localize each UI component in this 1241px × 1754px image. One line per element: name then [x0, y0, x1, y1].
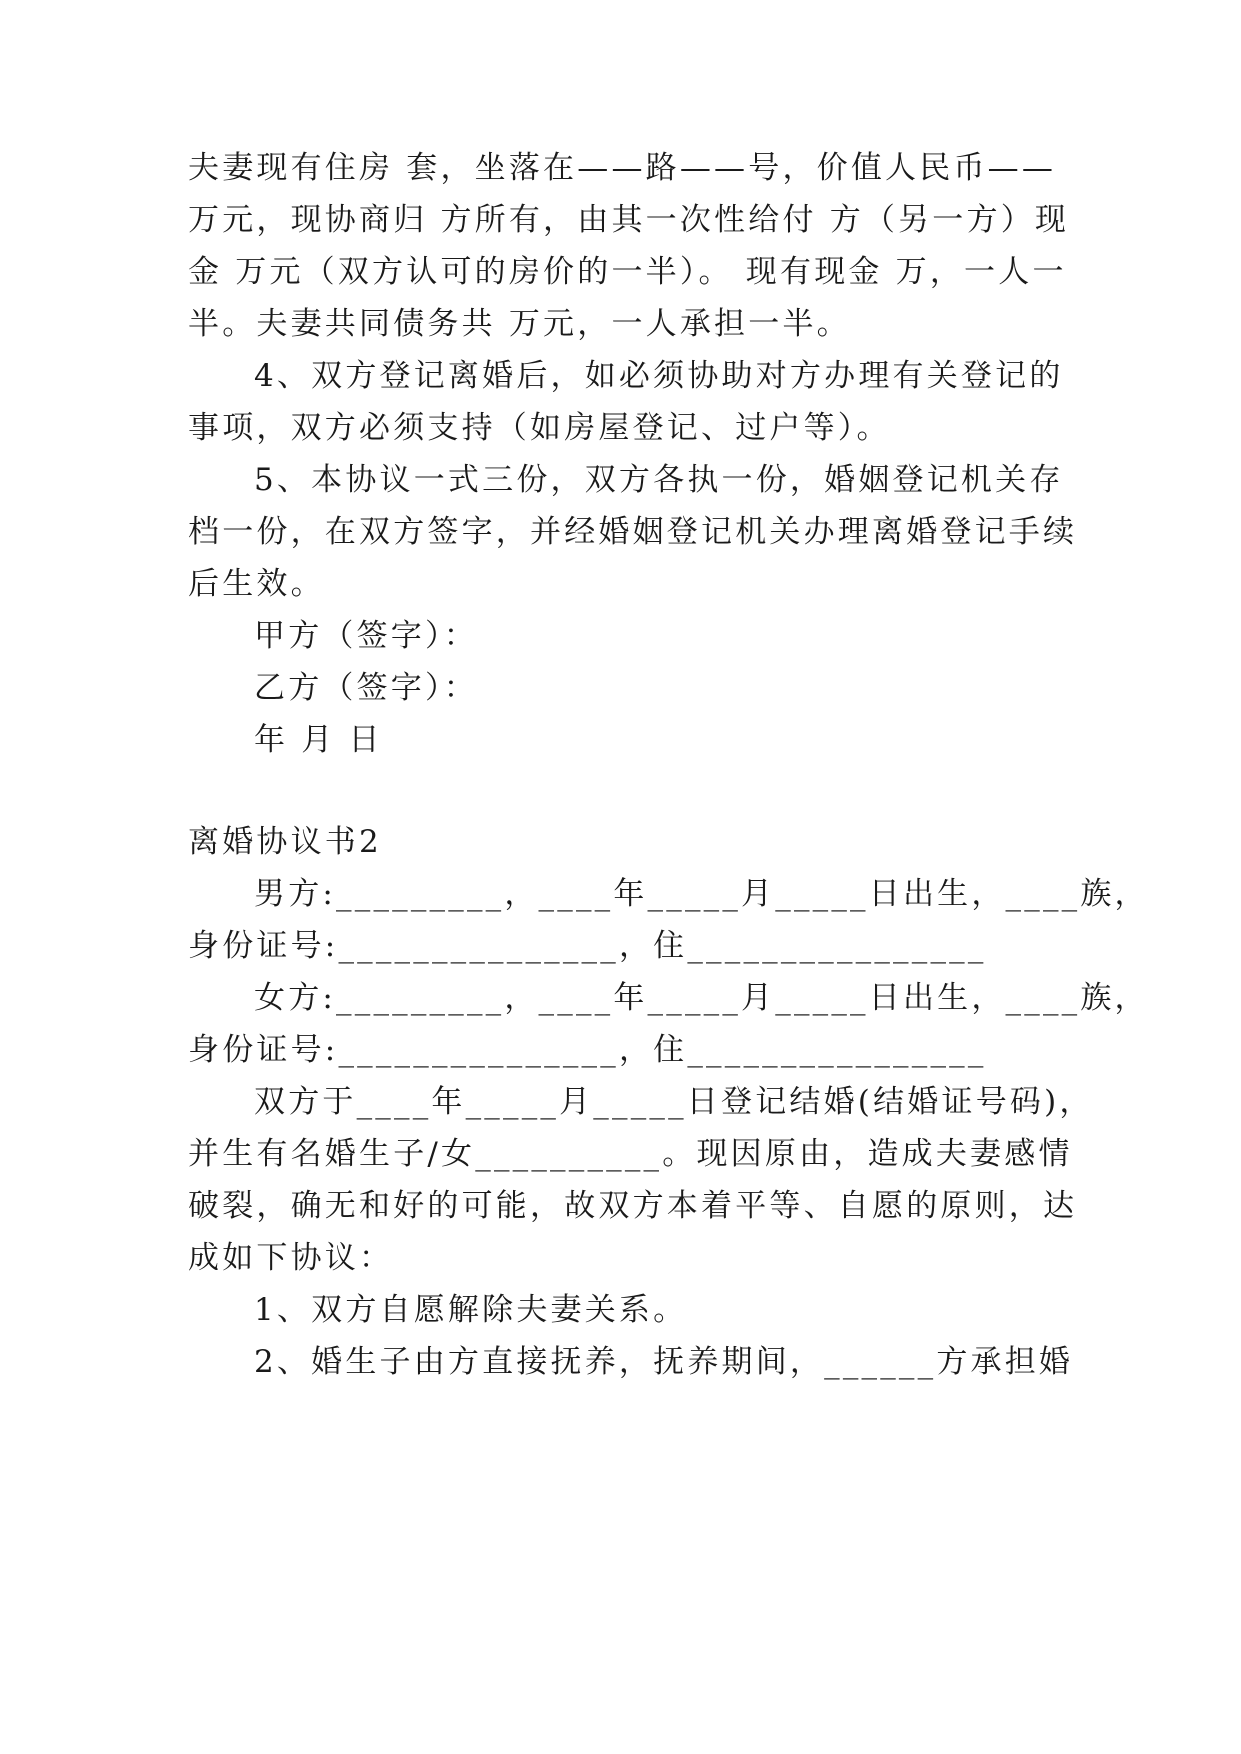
paragraph-line: 半。夫妻共同债务共 万元，一人承担一半。: [188, 306, 851, 342]
paragraph-line: 万元，现协商归 方所有，由其一次性给付 方（另一方）现: [188, 202, 1070, 238]
paragraph-line: 5、本协议一式三份，双方各执一份，婚姻登记机关存: [254, 462, 1064, 498]
paragraph-line: 事项，双方必须支持（如房屋登记、过户等）。: [188, 410, 891, 446]
paragraph-line: 1、双方自愿解除夫妻关系。: [254, 1292, 688, 1328]
paragraph-line: 女方:_________，____年_____月_____日出生，____族，: [254, 980, 1149, 1016]
paragraph-line: 双方于____年_____月_____日登记结婚(结婚证号码)，: [254, 1084, 1094, 1120]
paragraph-line: 破裂，确无和好的可能，故双方本着平等、自愿的原则，达: [188, 1188, 1078, 1224]
paragraph-line: 身份证号:_______________，住________________: [188, 1032, 987, 1068]
paragraph-line: 男方:_________，____年_____月_____日出生，____族，: [254, 876, 1149, 912]
paragraph-line: 金 万元（双方认可的房价的一半）。 现有现金 万，一人一: [188, 254, 1067, 290]
paragraph-line: 夫妻现有住房 套，坐落在——路——号，价值人民币——: [188, 150, 1057, 186]
paragraph-line: 并生有名婚生子/女__________。现因原由，造成夫妻感情: [188, 1136, 1073, 1172]
paragraph-line: 身份证号:_______________，住________________: [188, 928, 987, 964]
signature-line-party-a: 甲方（签字）：: [254, 618, 478, 654]
date-line: 年 月 日: [254, 722, 383, 758]
paragraph-line: 后生效。: [188, 566, 325, 602]
paragraph-line: 成如下协议：: [188, 1240, 394, 1276]
paragraph-line: 2、婚生子由方直接抚养，抚养期间，______方承担婚: [254, 1344, 1074, 1380]
paragraph-line: 档一份，在双方签字，并经婚姻登记机关办理离婚登记手续: [188, 514, 1078, 550]
section-title: 离婚协议书2: [188, 824, 382, 860]
paragraph-line: 4、双方登记离婚后，如必须协助对方办理有关登记的: [254, 358, 1064, 394]
signature-line-party-b: 乙方（签字）：: [254, 670, 478, 706]
